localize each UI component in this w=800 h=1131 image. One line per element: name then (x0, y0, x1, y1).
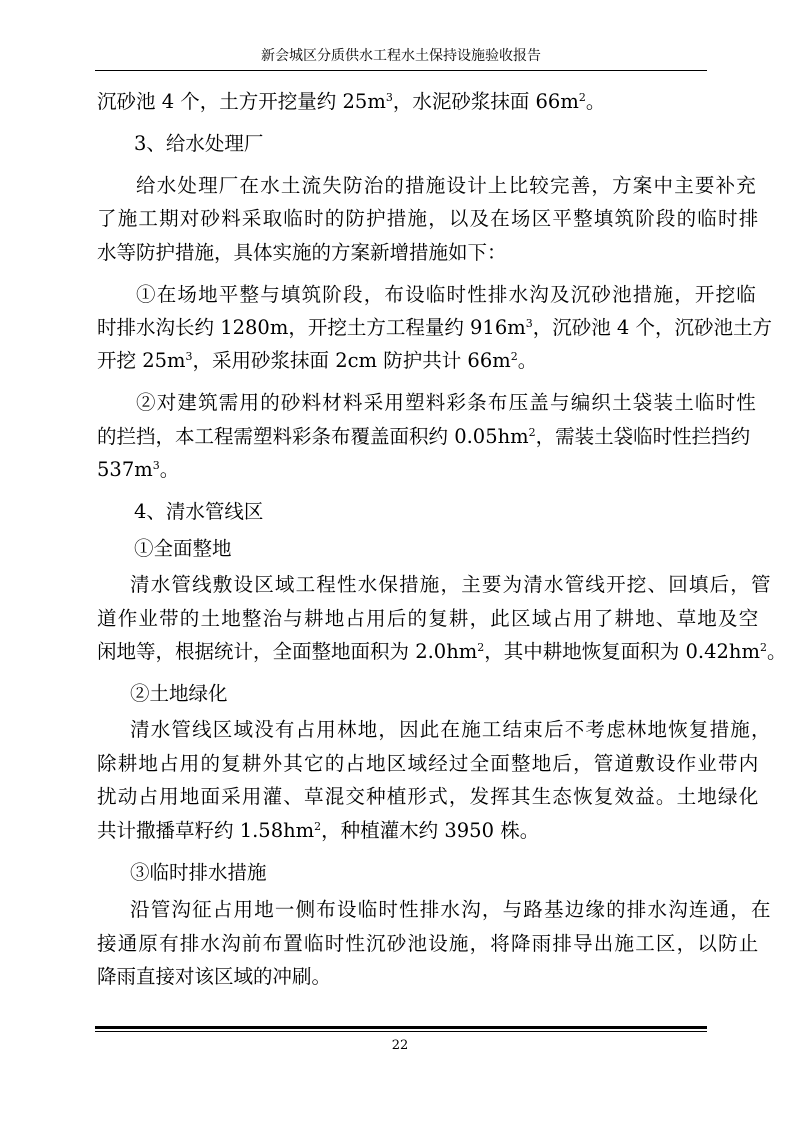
text-line: 道作业带的土地整治与耕地占用后的复耕，此区域占用了耕地、草地及空 (97, 607, 760, 630)
text-line: 的拦挡，本工程需塑料彩条布覆盖面积约 $0.05hm^2$，需装土袋临时性拦挡约 (97, 425, 751, 448)
text-line: 闲地等，根据统计，全面整地面积为 $2.0hm^2$，其中耕地恢复面积为 $0.42hm^2$。 (97, 640, 787, 663)
text-line: 降雨直接对该区域的冲刷。 (97, 965, 332, 988)
page-number: 22 (391, 1038, 409, 1053)
text-line: 时排水沟长约 1280m，开挖土方工程量约 $916m^3$，沉砂池 4 个，沉砂池土方 (97, 316, 773, 339)
footer-rule-thin (95, 1031, 707, 1032)
text-line: 共计撒播草籽约 $1.58hm^2$，种植灌木约 3950 株。 (97, 819, 540, 842)
text-line: 给水处理厂在水土流失防治的措施设计上比较完善，方案中主要补充 (136, 174, 758, 197)
subsection-heading: ③临时排水措施 (130, 861, 267, 884)
running-header: 新会城区分质供水工程水土保持设施验收报告 (261, 48, 541, 64)
header-rule (95, 70, 707, 71)
text-line: $537m^3$。 (97, 458, 180, 481)
subsection-heading: ②土地绿化 (130, 682, 228, 705)
section-heading: 4、清水管线区 (134, 500, 264, 523)
text-line: 开挖 $25m^3$，采用砂浆抹面 2cm 防护共计 $66m^2$。 (97, 349, 538, 372)
text-line: 清水管线区域没有占用林地，因此在施工结束后不考虑林地恢复措施， (130, 718, 772, 741)
text-line: 清水管线敷设区域工程性水保措施，主要为清水管线开挖、回填后，管 (130, 573, 772, 596)
text-line: 接通原有排水沟前布置临时性沉砂池设施，将降雨排导出施工区，以防止 (97, 932, 760, 955)
text-line: 除耕地占用的复耕外其它的占地区域经过全面整地后，管道敷设作业带内 (97, 752, 760, 775)
text-line: 沉砂池 4 个，土方开挖量约 $25m^3$，水泥砂浆抹面 $66m^2$。 (97, 90, 606, 113)
text-line: ①在场地平整与填筑阶段，布设临时性排水沟及沉砂池措施，开挖临 (136, 283, 758, 306)
text-line: 了施工期对砂料采取临时的防护措施，以及在场区平整填筑阶段的临时排 (97, 207, 760, 230)
footer-rule-thick (95, 1026, 707, 1029)
subsection-heading: ①全面整地 (134, 537, 232, 560)
text-line: 水等防护措施，具体实施的方案新增措施如下： (97, 241, 507, 264)
text-line: 沿管沟征占用地一侧布设临时性排水沟，与路基边缘的排水沟连通，在 (130, 898, 772, 921)
section-heading: 3、给水处理厂 (134, 132, 264, 155)
text-line: ②对建筑需用的砂料材料采用塑料彩条布压盖与编织土袋装土临时性 (136, 391, 758, 414)
text-line: 扰动占用地面采用灌、草混交种植形式，发挥其生态恢复效益。土地绿化 (97, 785, 760, 808)
